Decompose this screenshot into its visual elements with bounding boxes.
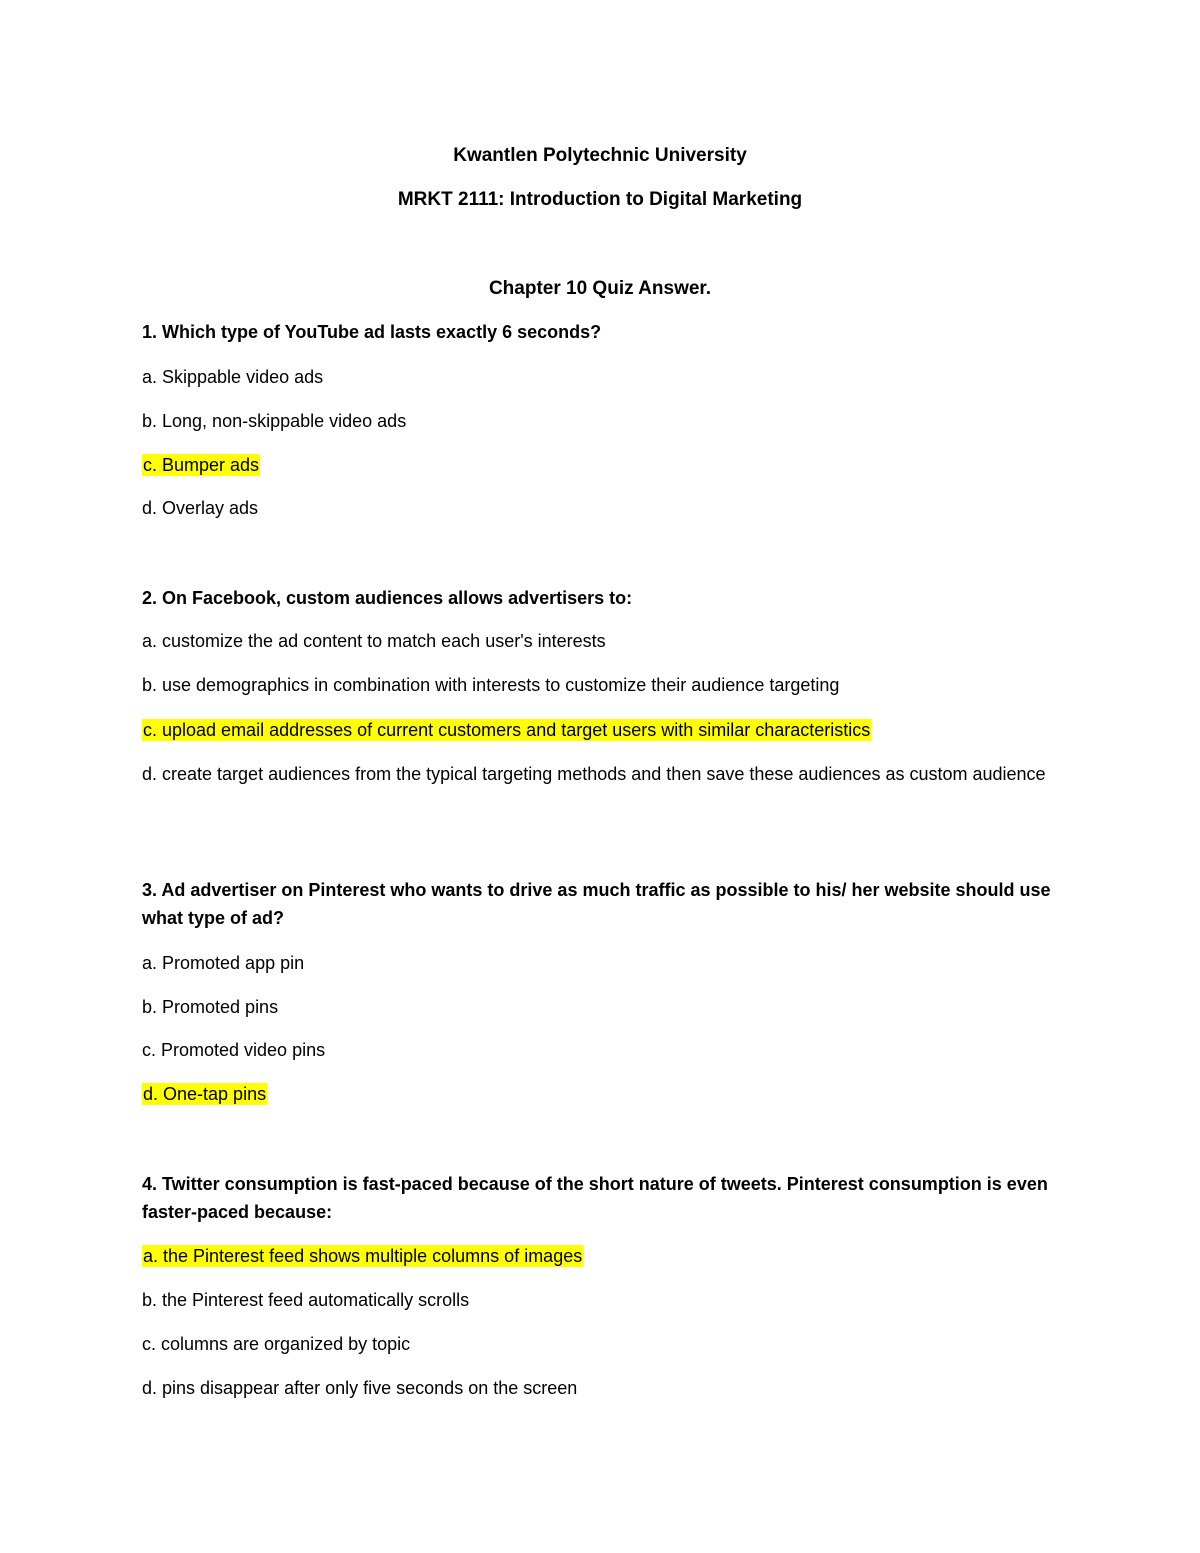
course-title: MRKT 2111: Introduction to Digital Marketing xyxy=(397,189,803,210)
q1-option-c-answer: c. Bumper ads xyxy=(143,455,260,475)
q3-option-a: a. Promoted app pin xyxy=(142,953,305,973)
institution-name: Kwantlen Polytechnic University xyxy=(453,145,747,166)
q2-option-b: b. use demographics in combination with interests to customize their audience targeting xyxy=(142,675,840,695)
question-4: 4. Twitter consumption is fast-paced because of the short nature of tweets. Pinterest consumption is even faster-paced because: xyxy=(142,1174,1048,1222)
q3-option-d-answer: d. One-tap pins xyxy=(143,1084,267,1104)
q1-option-b: b. Long, non-skippable video ads xyxy=(142,411,407,431)
q2-option-c-answer: c. upload email addresses of current customers and target users with similar characteristics xyxy=(143,720,871,740)
q3-option-c: c. Promoted video pins xyxy=(142,1040,326,1060)
q2-option-d: d. create target audiences from the typical targeting methods and then save these audiences as custom audience xyxy=(142,764,1046,784)
q3-option-b: b. Promoted pins xyxy=(142,997,279,1017)
q4-option-c: c. columns are organized by topic xyxy=(142,1334,411,1354)
question-1: 1. Which type of YouTube ad lasts exactly 6 seconds? xyxy=(142,322,602,342)
q1-option-d: d. Overlay ads xyxy=(142,498,259,518)
q4-option-b: b. the Pinterest feed automatically scrolls xyxy=(142,1290,470,1310)
question-3: 3. Ad advertiser on Pinterest who wants to drive as much traffic as possible to his/ her website should use what type of ad? xyxy=(142,880,1051,928)
q1-option-a: a. Skippable video ads xyxy=(142,367,324,387)
q4-option-d: d. pins disappear after only five seconds on the screen xyxy=(142,1378,578,1398)
quiz-title: Chapter 10 Quiz Answer. xyxy=(488,278,712,299)
q2-option-a: a. customize the ad content to match each user's interests xyxy=(142,631,606,651)
q4-option-a-answer: a. the Pinterest feed shows multiple columns of images xyxy=(143,1246,583,1266)
question-2: 2. On Facebook, custom audiences allows advertisers to: xyxy=(142,588,633,608)
